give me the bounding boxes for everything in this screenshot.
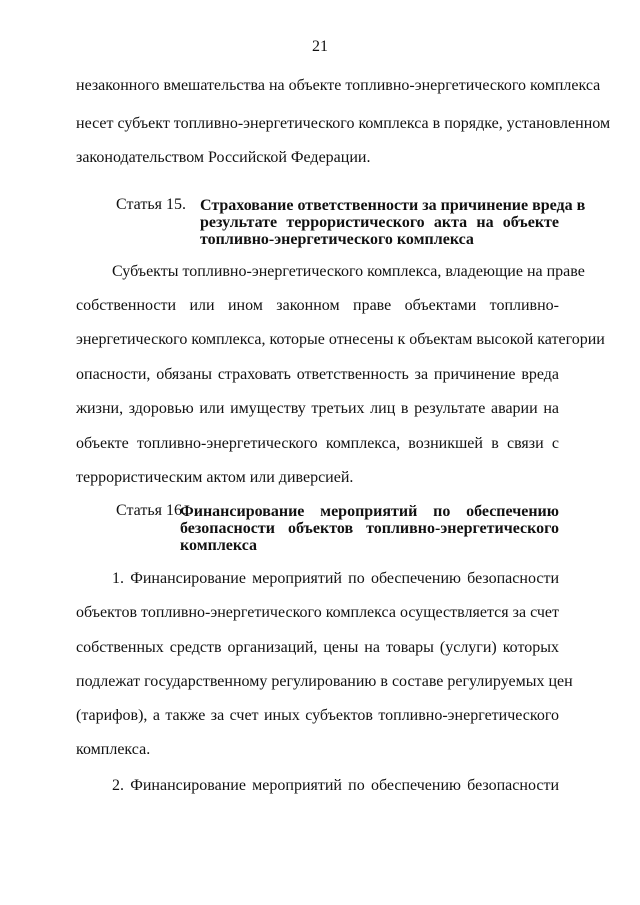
article-16-title-line-3: комплекса [180,537,258,554]
article-16-p1-line-2: объектов топливно-энергетического комплекса осуществляется за счет [76,604,559,621]
article-15-title-line-1: Страхование ответственности за причинение вреда в [200,197,586,214]
article-16-title-line-2: безопасности объектов топливно-энергетического [180,520,559,537]
article-15-title-line-3: топливно-энергетического комплекса [200,231,474,248]
article-16-p1-line-3: собственных средств организаций, цены на товары (услуги) которых [76,639,559,656]
article-16-p1-line-6: комплекса. [76,741,151,758]
article-15-body-line-1: Субъекты топливно-энергетического комплекса, владеющие на праве [112,263,585,280]
article-16-title-line-1: Финансирование мероприятий по обеспечению [180,503,559,520]
article-16-p1-line-5: (тарифов), а также за счет иных субъектов топливно-энергетического [76,707,559,724]
page-number: 21 [312,38,328,55]
continuation-line-1: незаконного вмешательства на объекте топливно-энергетического комплекса [76,77,601,94]
article-15-body-line-2: собственности или ином законном праве объектами топливно- [76,297,559,314]
article-16-p1-line-1: 1. Финансирование мероприятий по обеспечению безопасности [112,570,559,587]
article-15-body-line-6: объекте топливно-энергетического комплекса, возникшей в связи с [76,435,559,452]
continuation-line-3: законодательством Российской Федерации. [76,149,371,166]
article-15-title-line-2: результате террористического акта на объекте [200,214,559,231]
article-15-body-line-5: жизни, здоровью или имуществу третьих лиц в результате аварии на [76,400,559,417]
article-15-label: Статья 15. [116,196,186,213]
article-16-p2-line-1: 2. Финансирование мероприятий по обеспечению безопасности [112,777,559,794]
article-16-label: Статья 16. [116,502,186,519]
continuation-line-2: несет субъект топливно-энергетического комплекса в порядке, установленном [76,115,611,132]
article-16-p1-line-4: подлежат государственному регулированию в составе регулируемых цен [76,673,573,690]
article-15-body-line-4: опасности, обязаны страховать ответственность за причинение вреда [76,366,559,383]
article-15-body-line-7: террористическим актом или диверсией. [76,469,354,486]
article-15-body-line-3: энергетического комплекса, которые отнесены к объектам высокой категории [76,331,605,348]
